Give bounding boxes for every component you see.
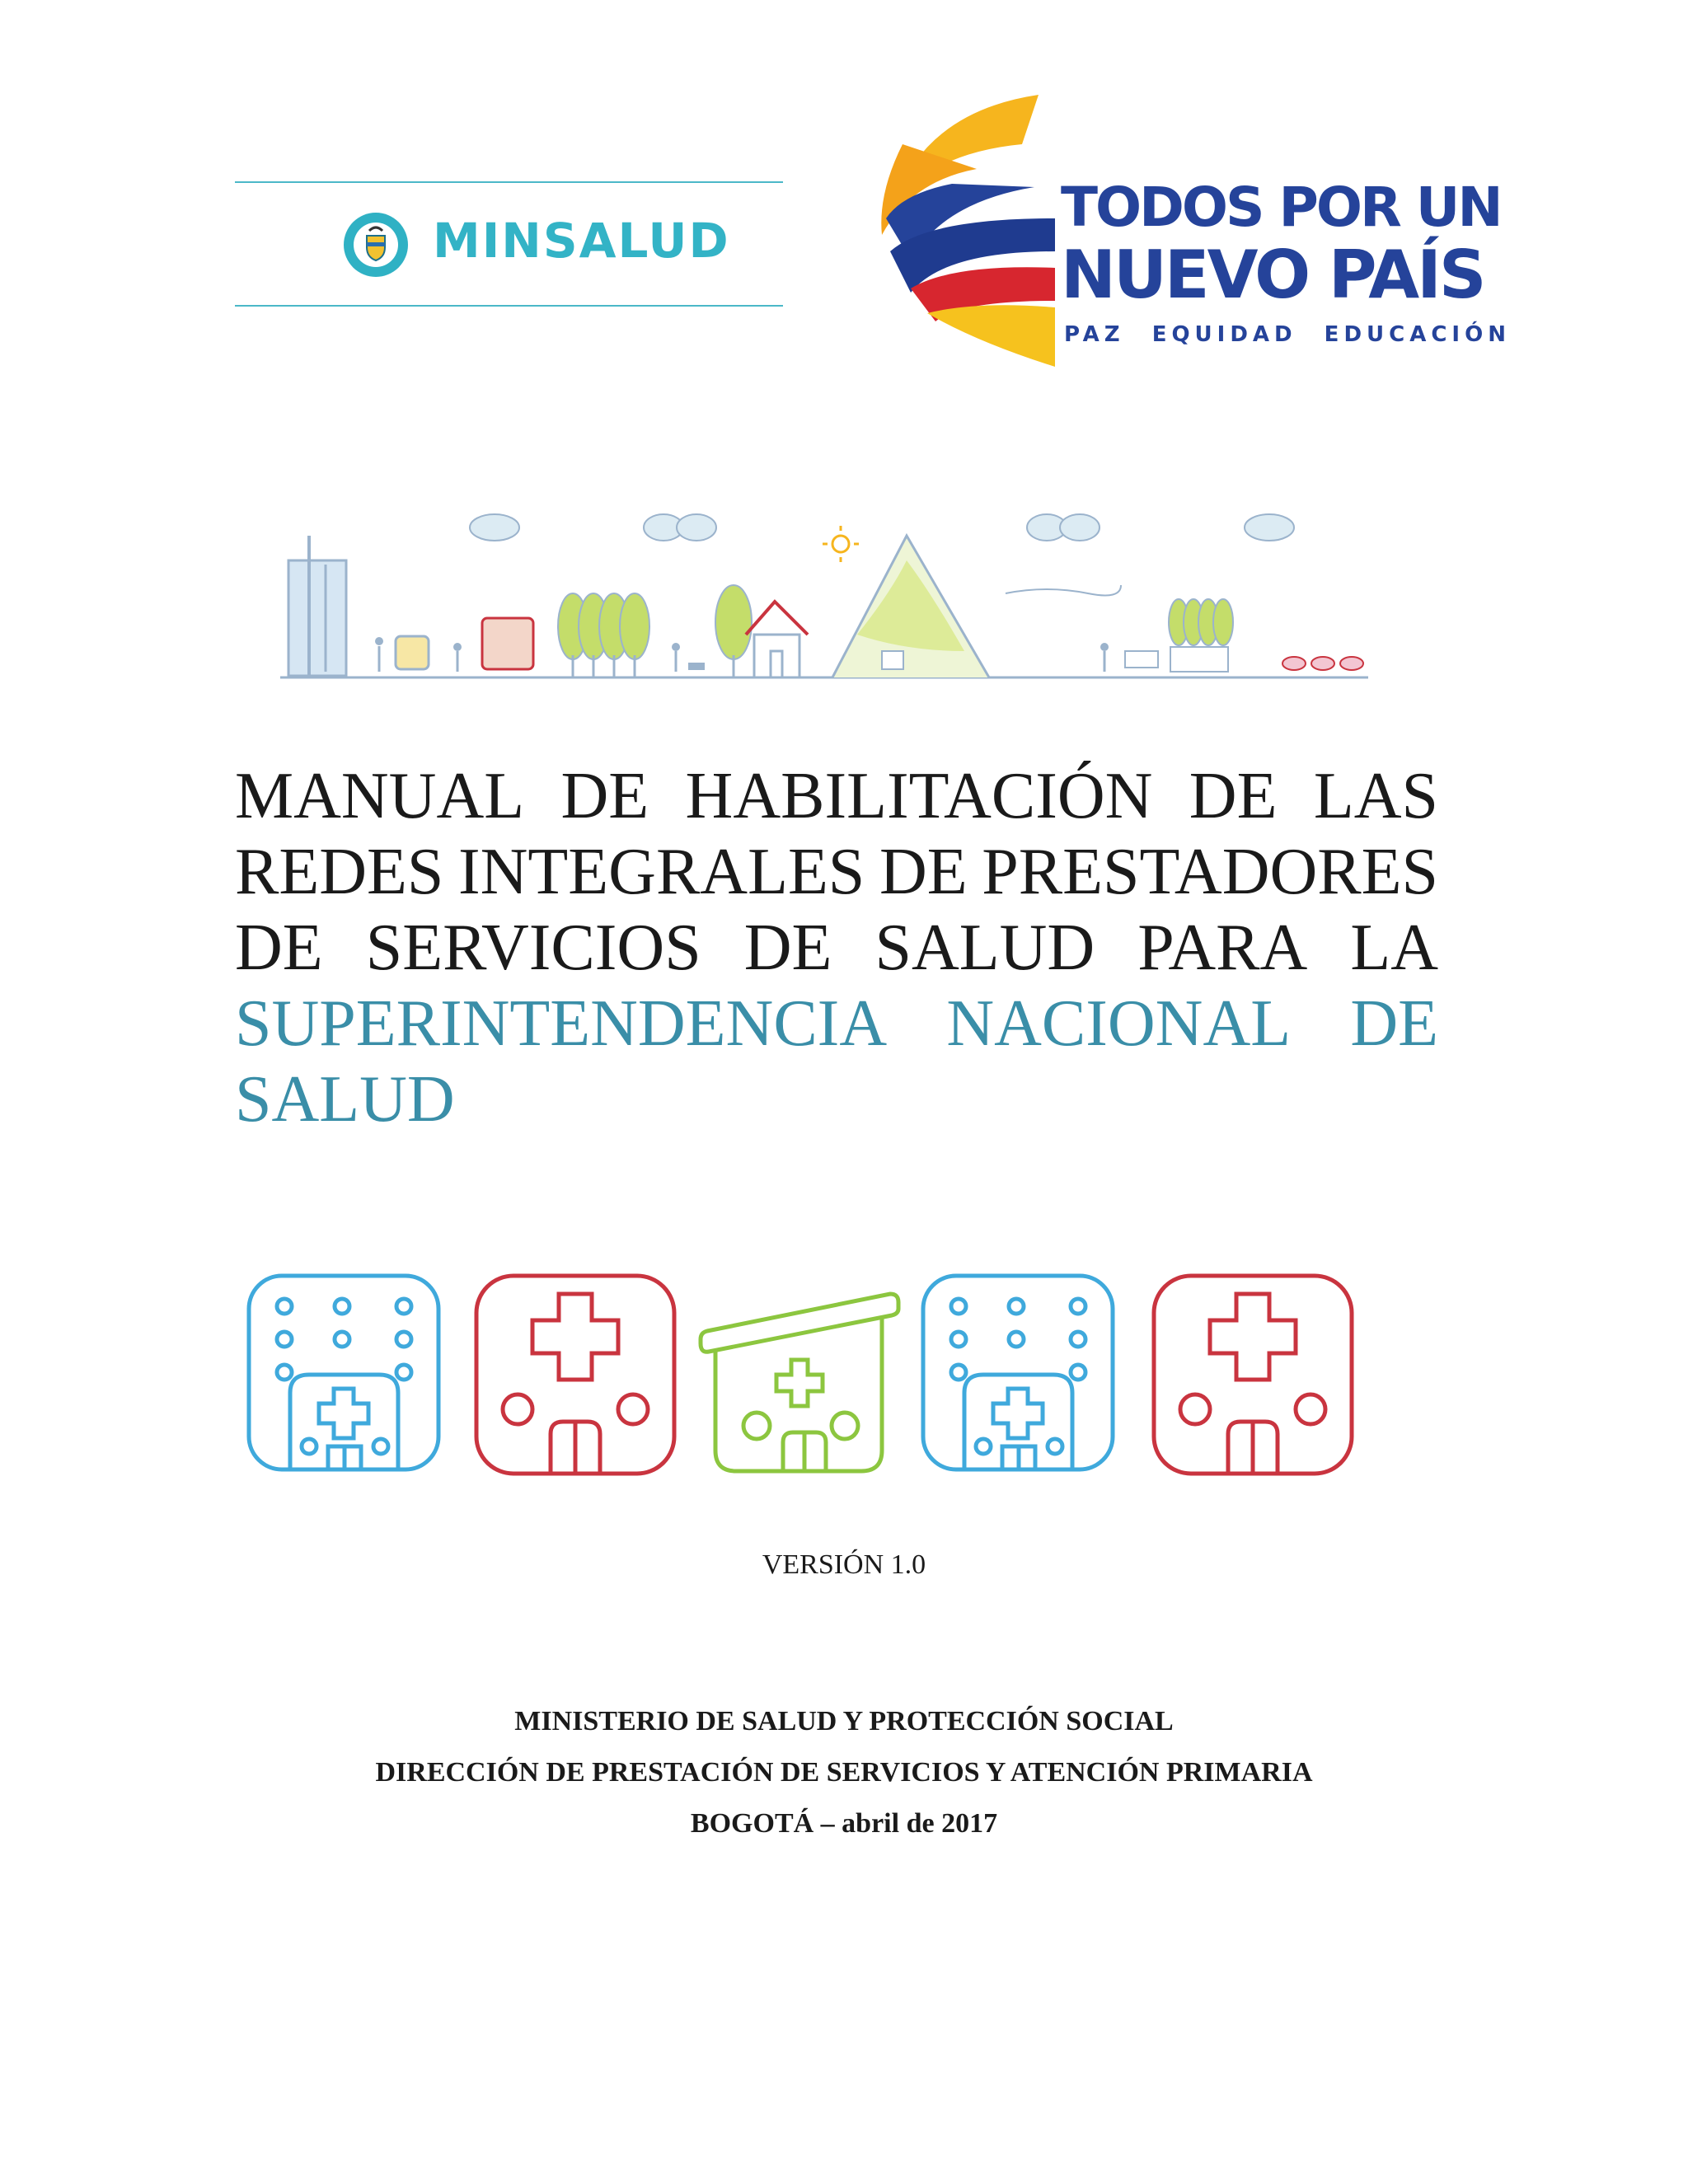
tpnp-line-2: NUEVO PAÍS [1061, 237, 1484, 313]
colombia-c-emblem-icon [878, 95, 1055, 367]
clouds [470, 514, 1294, 541]
title-line-4 [235, 986, 1438, 1062]
minsalud-wordmark: MINSALUD [433, 213, 730, 269]
title-line-1 [235, 758, 1438, 834]
title-word: DE [235, 912, 323, 984]
hospital-building-icon [923, 1276, 1113, 1469]
title-word: NACIONAL [946, 987, 1292, 1060]
title-word: PRESTADORES [982, 836, 1438, 908]
title-line-2 [235, 834, 1438, 910]
clinic-red-icon [476, 1276, 674, 1474]
building-icon [288, 536, 346, 676]
title-word: DE [879, 836, 968, 908]
logo-rule-bottom [235, 305, 783, 307]
title-word: DE [560, 760, 649, 832]
title-word: SALUD [874, 912, 1095, 984]
title-word: DE [1189, 760, 1278, 832]
hospital-building-icon [249, 1276, 438, 1469]
title-word: DE [743, 912, 832, 984]
todos-por-un-nuevo-pais-logo [878, 95, 1511, 367]
logo-rule-top [235, 181, 783, 183]
title-word: MANUAL [235, 760, 525, 832]
document-title [235, 758, 1438, 1137]
tpnp-line-3: PAZ EQUIDAD EDUCACIÓN [1064, 322, 1511, 347]
title-word: DE [1350, 987, 1438, 1060]
title-word: SALUD [235, 1063, 455, 1136]
ministry-name: MINISTERIO DE SALUD Y PROTECCIÓN SOCIAL [514, 1706, 1174, 1736]
title-word: LAS [1313, 760, 1438, 832]
directorate-name: DIRECCIÓN DE PRESTACIÓN DE SERVICIOS Y ATENCIÓN PRIMARIA [375, 1757, 1313, 1788]
title-word: SERVICIOS [365, 912, 701, 984]
title-word: HABILITACIÓN [685, 760, 1153, 832]
health-post-green-icon [701, 1294, 898, 1471]
title-line-5 [235, 1062, 1438, 1137]
clinic-red-icon [1154, 1276, 1352, 1474]
sun-icon [823, 526, 859, 562]
tpnp-line-1: TODOS POR UN [1061, 176, 1501, 239]
place-date: BOGOTÁ – abril de 2017 [690, 1808, 998, 1839]
title-word: LA [1350, 912, 1438, 984]
title-word: SUPERINTENDENCIA [235, 987, 888, 1060]
minsalud-logo [235, 181, 783, 307]
title-word: PARA [1137, 912, 1308, 984]
title-line-3 [235, 910, 1438, 986]
colombia-seal-icon [342, 211, 410, 279]
version-label: VERSIÓN 1.0 [762, 1549, 926, 1580]
health-facility-icons [239, 1261, 1385, 1492]
title-word: INTEGRALES [458, 836, 865, 908]
title-word: REDES [235, 836, 444, 908]
landscape-illustration [280, 486, 1368, 692]
